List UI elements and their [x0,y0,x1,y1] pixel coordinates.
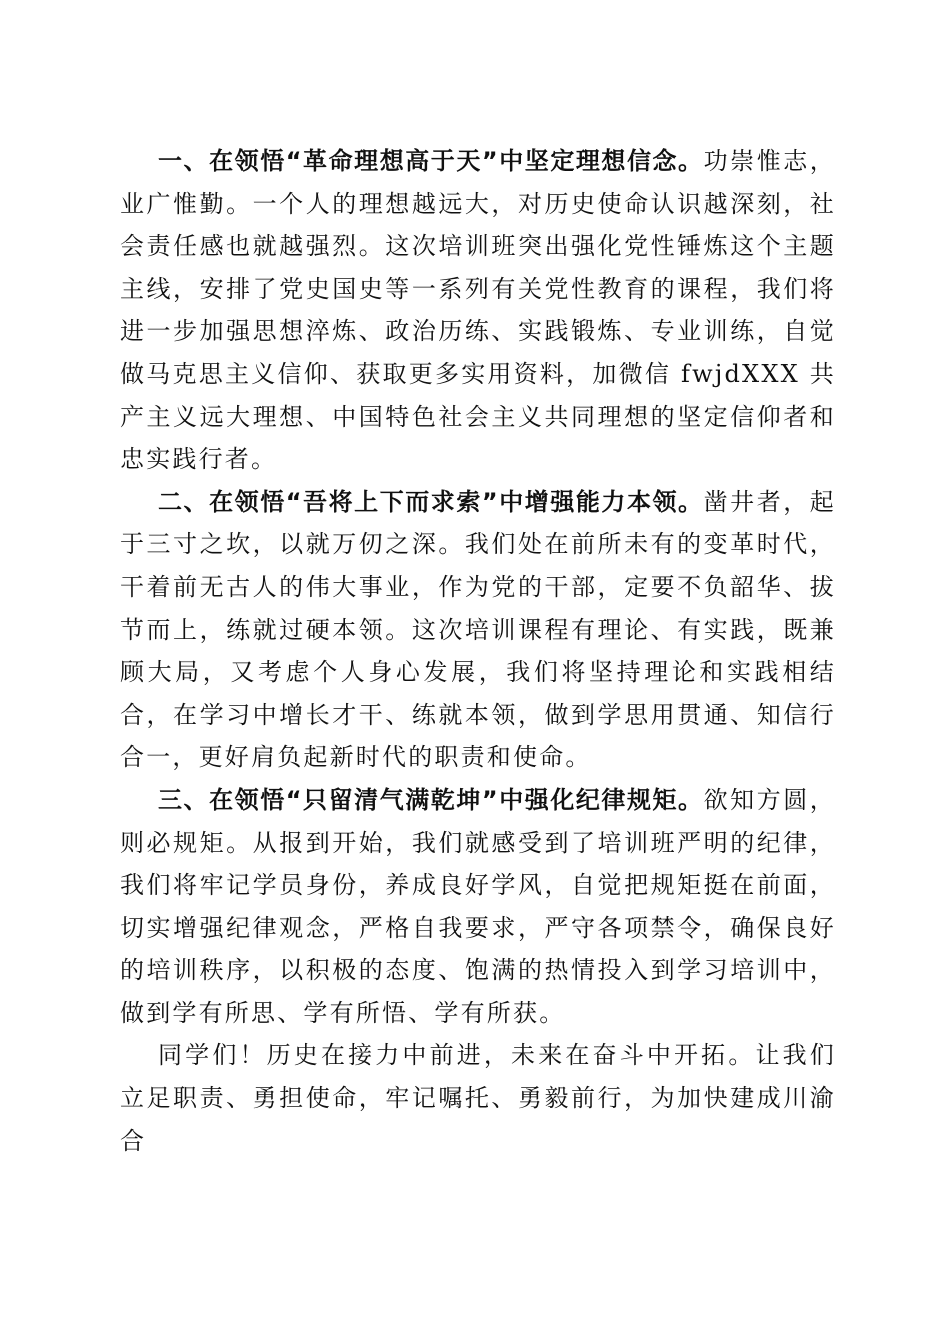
paragraph-body: 凿井者，起于三寸之坎，以就万仞之深。我们处在前所未有的变革时代，干着前无古人的伟大事业，作为党的干部，定要不负韶华、拔节而上，练就过硬本领。这次培训课程有理论、有实践，既兼顾大局，又考虑个人身心发展，我们将坚持理论和实践相结合，在学习中增长才干、练就本领，做到学思用贯通、知信行合一，更好肩负起新时代的职责和使命。 [120,487,837,772]
paragraph-body: 功崇惟志，业广惟勤。一个人的理想越远大，对历史使命认识越深刻，社会责任感也就越强烈。这次培训班突出强化党性锤炼这个主题主线，安排了党史国史等一系列有关党性教育的课程，我们将进一步加强思想淬炼、政治历练、实践锻炼、专业训练，自觉做马克思主义信仰、获取更多实用资料，加微信 fwjdXXX 共产主义远大理想、中国特色社会主义共同理想的坚定信仰者和忠实践行者。 [120,147,837,474]
document-page [120,140,836,1162]
paragraph-closing [120,1034,836,1162]
paragraph-heading: 二、在领悟“吾将上下而求索”中增强能力本领。 [158,487,704,516]
paragraph-discipline [120,779,836,1035]
paragraph-heading: 一、在领悟“革命理想高于天”中坚定理想信念。 [158,147,704,175]
paragraph-heading: 三、在领悟“只留清气满乾坤”中强化纪律规矩。 [158,785,704,814]
paragraph-ideals [120,140,836,481]
paragraph-body: 欲知方圆，则必规矩。从报到开始，我们就感受到了培训班严明的纪律，我们将牢记学员身份，养成良好学风，自觉把规矩挺在前面，切实增强纪律观念，严格自我要求，严守各项禁令，确保良好的培训秩序，以积极的态度、饱满的热情投入到学习培训中，做到学有所思、学有所悟、学有所获。 [120,785,837,1027]
paragraph-ability [120,481,836,779]
paragraph-body: 同学们！历史在接力中前进，未来在奋斗中开拓。让我们立足职责、勇担使命，牢记嘱托、勇毅前行，为加快建成川渝合 [120,1041,836,1155]
